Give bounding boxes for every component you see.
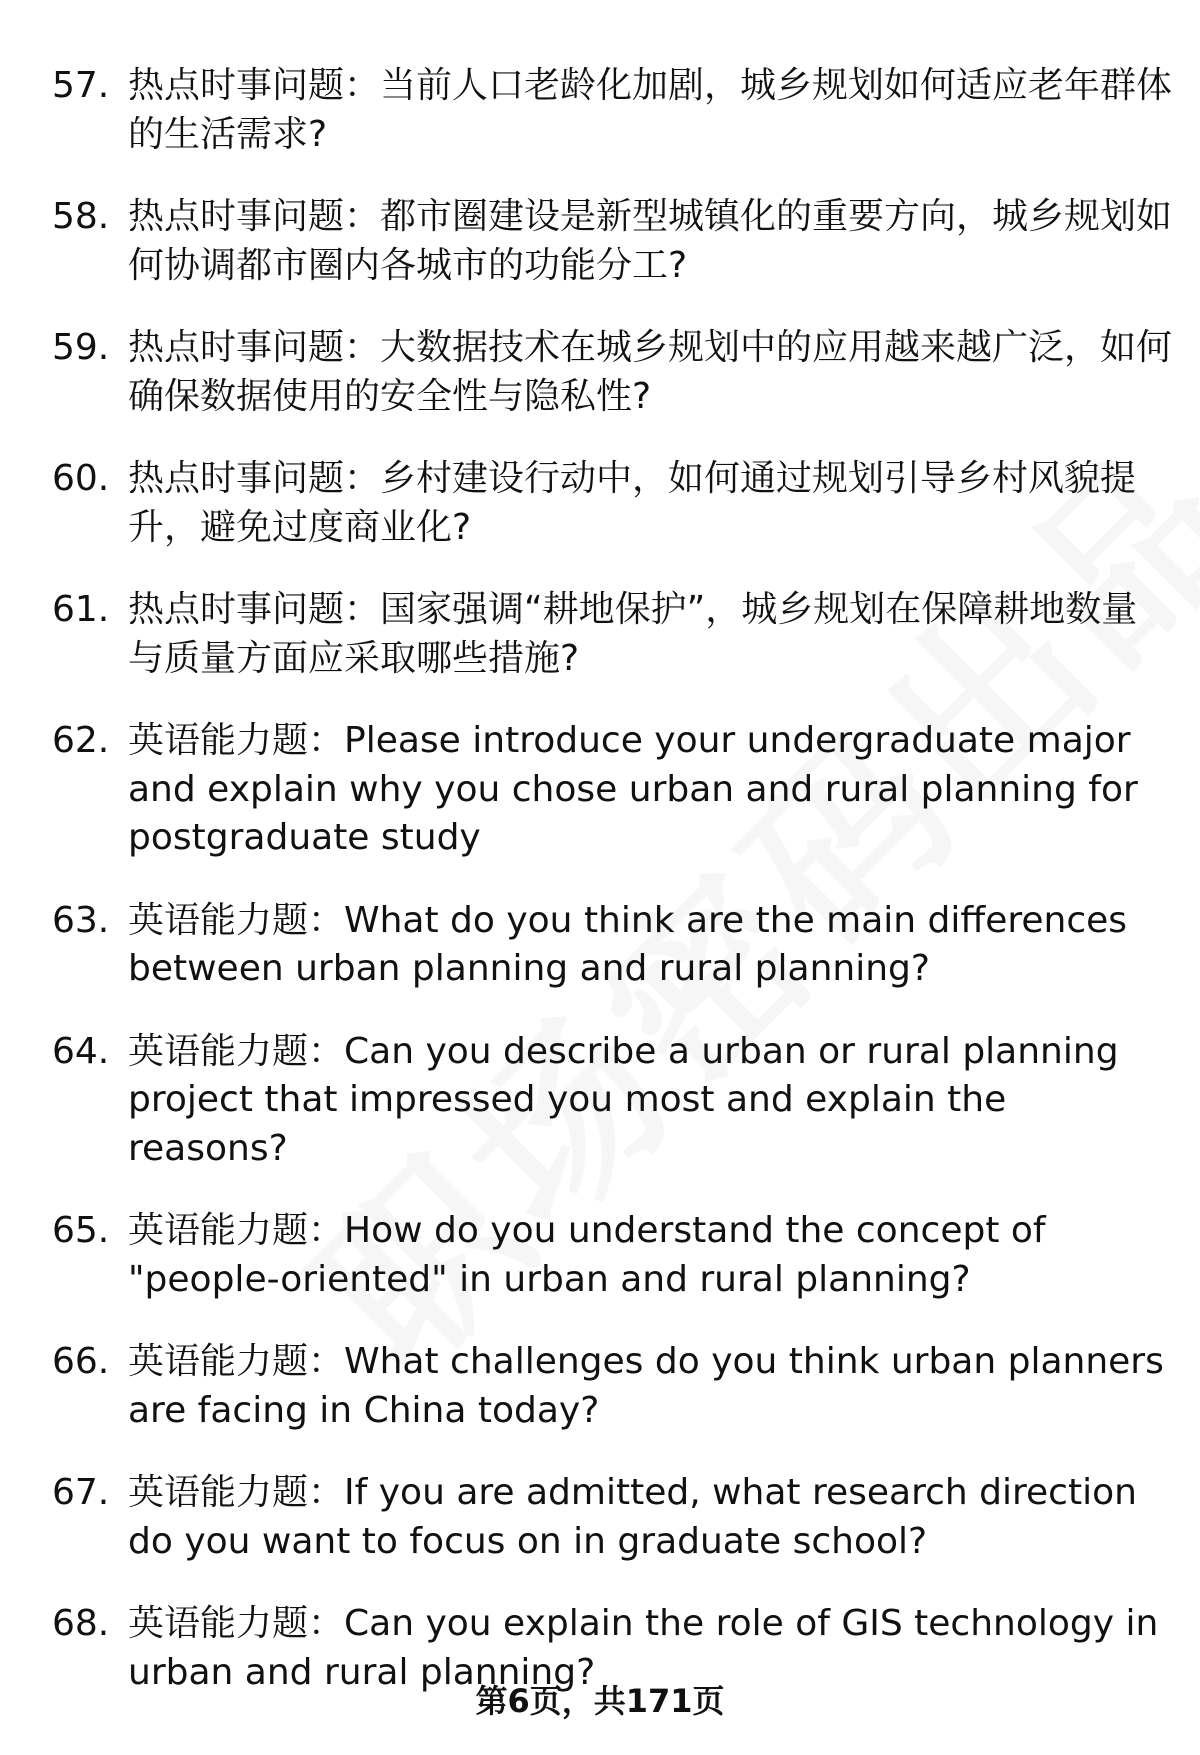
question-number: 66.: [52, 1341, 110, 1382]
list-item: [52, 1338, 1172, 1435]
question-text: 热点时事问题：大数据技术在城乡规划中的应用越来越广泛，如何确保数据使用的安全性与隐私性?: [128, 327, 1173, 417]
question-text: 热点时事问题：当前人口老龄化加剧，城乡规划如何适应老年群体的生活需求?: [128, 65, 1173, 155]
list-item: [52, 455, 1172, 552]
question-text: 热点时事问题：国家强调“耕地保护”，城乡规划在保障耕地数量与质量方面应采取哪些措施?: [128, 589, 1138, 679]
question-text: 英语能力题：Can you describe a urban or rural planning project that impressed you most and explain the reasons?: [128, 1030, 1119, 1169]
list-item: [52, 324, 1172, 421]
page-footer: [0, 1676, 1200, 1722]
list-item: [52, 1207, 1172, 1304]
page-number-label: 第6页，共171页: [475, 1682, 725, 1720]
list-item: [52, 717, 1172, 863]
question-number: 59.: [52, 327, 110, 368]
question-list: [52, 62, 1172, 1731]
question-text: 英语能力题：Please introduce your undergraduate major and explain why you chose urban and rural planning for postgraduate study: [128, 720, 1138, 858]
question-text: 英语能力题：Can you explain the role of GIS technology in urban and rural planning?: [128, 1603, 1159, 1693]
list-item: [52, 1469, 1172, 1566]
question-text: 英语能力题：If you are admitted, what research direction do you want to focus on in graduate school?: [128, 1472, 1137, 1562]
question-number: 67.: [52, 1472, 110, 1513]
question-number: 68.: [52, 1603, 110, 1644]
list-item: [52, 193, 1172, 290]
question-text: 英语能力题：How do you understand the concept of "people-oriented" in urban and rural planning?: [128, 1210, 1046, 1300]
question-text: 英语能力题：What challenges do you think urban planners are facing in China today?: [128, 1341, 1164, 1431]
question-number: 57.: [52, 65, 110, 106]
question-text: 热点时事问题：乡村建设行动中，如何通过规划引导乡村风貌提升，避免过度商业化?: [128, 458, 1137, 548]
list-item: [52, 897, 1172, 994]
question-number: 65.: [52, 1210, 110, 1251]
question-number: 63.: [52, 899, 110, 941]
question-text: 英语能力题：What do you think are the main differences between urban planning and rural planning?: [128, 899, 1128, 989]
question-number: 64.: [52, 1030, 110, 1072]
question-number: 61.: [52, 589, 110, 630]
question-number: 60.: [52, 458, 110, 499]
question-text: 热点时事问题：都市圈建设是新型城镇化的重要方向，城乡规划如何协调都市圈内各城市的功能分工?: [128, 196, 1173, 286]
question-number: 62.: [52, 720, 110, 761]
list-item: [52, 1028, 1172, 1174]
list-item: [52, 62, 1172, 159]
question-number: 58.: [52, 196, 110, 237]
list-item: [52, 586, 1172, 683]
